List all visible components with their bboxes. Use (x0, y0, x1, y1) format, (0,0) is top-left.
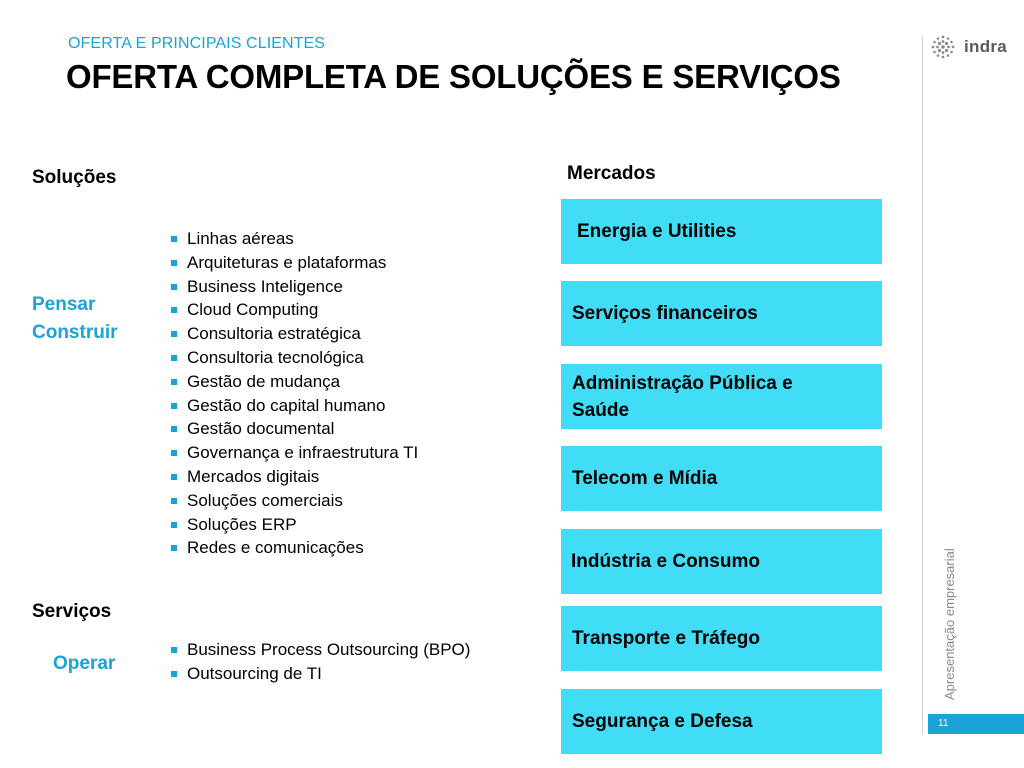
section-subtitle: OFERTA E PRINCIPAIS CLIENTES (68, 35, 326, 52)
list-item: Business Inteligence (167, 275, 418, 299)
logo-text: indra (964, 37, 1008, 56)
bullet-icon (171, 545, 177, 551)
phase-label-construir: Construir (32, 322, 118, 343)
bullet-icon (171, 647, 177, 653)
list-item: Consultoria tecnológica (167, 346, 418, 370)
list-item: Soluções comerciais (167, 489, 418, 513)
bullet-icon (171, 307, 177, 313)
bullet-icon (171, 331, 177, 337)
company-logo (930, 32, 1007, 62)
bullet-icon (171, 498, 177, 504)
side-caption: Apresentação empresarial (942, 548, 957, 700)
bullet-icon (171, 236, 177, 242)
list-item: Cloud Computing (167, 298, 418, 322)
market-telecom-midia: Telecom e Mídia (561, 446, 882, 511)
services-heading: Serviços (32, 601, 112, 622)
dotted-sphere-icon (930, 34, 956, 60)
bullet-icon (171, 426, 177, 432)
list-item: Gestão documental (167, 417, 418, 441)
list-item: Arquiteturas e plataformas (167, 251, 418, 275)
bullet-icon (171, 284, 177, 290)
list-item: Business Process Outsourcing (BPO) (167, 638, 470, 662)
solutions-phase-label (32, 291, 118, 347)
bullet-icon (171, 355, 177, 361)
services-phase-label: Operar (53, 653, 116, 674)
page-number: 11 (938, 718, 949, 729)
page-title: OFERTA COMPLETA DE SOLUÇÕES E SERVIÇOS (66, 58, 841, 95)
market-industria-consumo: Indústria e Consumo (561, 529, 882, 594)
bullet-icon (171, 403, 177, 409)
market-administracao-publica-saude: Administração Pública e Saúde (561, 364, 882, 429)
bullet-icon (171, 450, 177, 456)
market-energia-utilities: Energia e Utilities (561, 199, 882, 264)
phase-label-pensar: Pensar (32, 294, 96, 315)
markets-heading: Mercados (567, 163, 656, 184)
solutions-list (167, 227, 418, 560)
market-transporte-trafego: Transporte e Tráfego (561, 606, 882, 671)
list-item: Consultoria estratégica (167, 322, 418, 346)
page-number-badge (928, 714, 1024, 734)
vertical-divider (922, 36, 923, 734)
bullet-icon (171, 260, 177, 266)
list-item: Gestão do capital humano (167, 394, 418, 418)
list-item: Outsourcing de TI (167, 662, 470, 686)
list-item: Gestão de mudança (167, 370, 418, 394)
list-item: Soluções ERP (167, 513, 418, 537)
bullet-icon (171, 671, 177, 677)
bullet-icon (171, 379, 177, 385)
market-servicos-financeiros: Serviços financeiros (561, 281, 882, 346)
list-item: Redes e comunicações (167, 536, 418, 560)
bullet-icon (171, 522, 177, 528)
solutions-heading: Soluções (32, 167, 117, 188)
list-item: Linhas aéreas (167, 227, 418, 251)
services-list (167, 638, 470, 686)
list-item: Mercados digitais (167, 465, 418, 489)
market-seguranca-defesa: Segurança e Defesa (561, 689, 882, 754)
bullet-icon (171, 474, 177, 480)
list-item: Governança e infraestrutura TI (167, 441, 418, 465)
